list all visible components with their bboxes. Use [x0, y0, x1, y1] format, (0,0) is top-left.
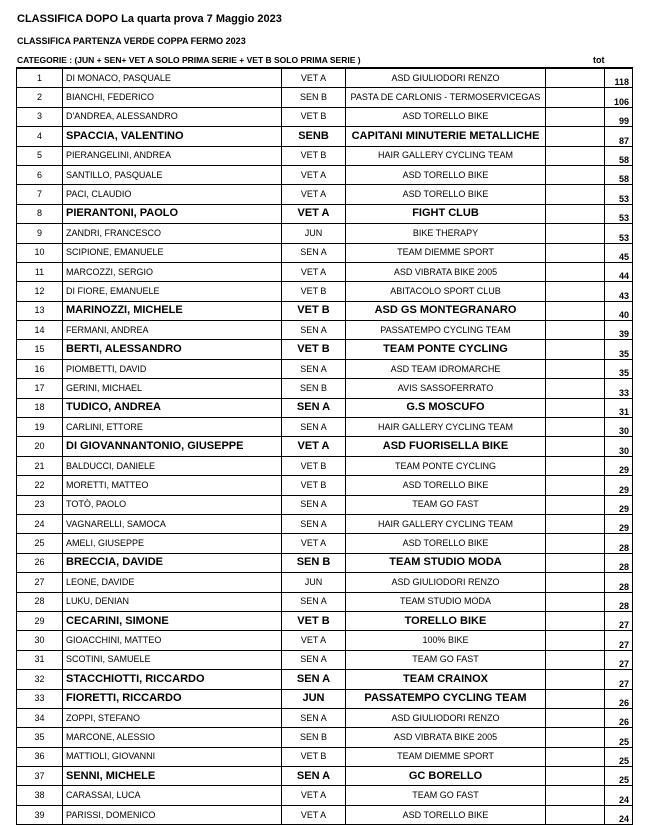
team-cell: ASD TORELLO BIKE: [346, 805, 546, 824]
category-cell: JUN: [282, 573, 346, 592]
spacer-cell: [546, 418, 605, 437]
position-cell: 32: [17, 670, 63, 689]
points-cell: 28: [605, 553, 633, 572]
rider-name-cell: MATTIOLI, GIOVANNI: [63, 747, 282, 766]
team-cell: TEAM PONTE CYCLING: [346, 340, 546, 359]
points-cell: 25: [605, 747, 633, 766]
position-cell: 29: [17, 611, 63, 630]
spacer-cell: [546, 243, 605, 262]
team-cell: TEAM GO FAST: [346, 495, 546, 514]
points-cell: 43: [605, 282, 633, 301]
position-cell: 27: [17, 573, 63, 592]
position-cell: 13: [17, 301, 63, 320]
points-cell: 40: [605, 301, 633, 320]
table-row: [17, 728, 633, 747]
spacer-cell: [546, 708, 605, 727]
category-cell: VET A: [282, 805, 346, 824]
position-cell: 10: [17, 243, 63, 262]
position-cell: 9: [17, 224, 63, 243]
rider-name-cell: BERTI, ALESSANDRO: [63, 340, 282, 359]
category-cell: SEN A: [282, 767, 346, 786]
rider-name-cell: LEONE, DAVIDE: [63, 573, 282, 592]
points-cell: 29: [605, 495, 633, 514]
spacer-cell: [546, 165, 605, 184]
position-cell: 38: [17, 786, 63, 805]
spacer-cell: [546, 476, 605, 495]
spacer-cell: [546, 282, 605, 301]
rider-name-cell: BRECCIA, DAVIDE: [63, 553, 282, 572]
category-cell: VET B: [282, 611, 346, 630]
table-row: [17, 127, 633, 146]
position-cell: 24: [17, 514, 63, 533]
table-row: [17, 767, 633, 786]
position-cell: 17: [17, 379, 63, 398]
points-cell: 29: [605, 456, 633, 475]
spacer-cell: [546, 204, 605, 223]
table-row: [17, 262, 633, 281]
table-row: [17, 495, 633, 514]
position-cell: 37: [17, 767, 63, 786]
team-cell: ASD VIBRATA BIKE 2005: [346, 728, 546, 747]
category-cell: VET A: [282, 262, 346, 281]
points-cell: 58: [605, 165, 633, 184]
rider-name-cell: PACI, CLAUDIO: [63, 185, 282, 204]
team-cell: TEAM DIEMME SPORT: [346, 243, 546, 262]
position-cell: 8: [17, 204, 63, 223]
team-cell: ASD VIBRATA BIKE 2005: [346, 262, 546, 281]
spacer-cell: [546, 786, 605, 805]
category-cell: VET A: [282, 786, 346, 805]
spacer-cell: [546, 379, 605, 398]
points-cell: 118: [605, 68, 633, 88]
category-cell: SEN A: [282, 359, 346, 378]
points-cell: 30: [605, 437, 633, 456]
rider-name-cell: MARCONE, ALESSIO: [63, 728, 282, 747]
rider-name-cell: MARCOZZI, SERGIO: [63, 262, 282, 281]
spacer-cell: [546, 534, 605, 553]
position-cell: 3: [17, 107, 63, 126]
position-cell: 35: [17, 728, 63, 747]
rider-name-cell: LUKU, DENIAN: [63, 592, 282, 611]
position-cell: 5: [17, 146, 63, 165]
table-row: [17, 689, 633, 708]
points-cell: 27: [605, 650, 633, 669]
category-cell: VET A: [282, 534, 346, 553]
category-cell: VET A: [282, 437, 346, 456]
category-cell: VET A: [282, 185, 346, 204]
category-cell: SEN A: [282, 243, 346, 262]
spacer-cell: [546, 631, 605, 650]
team-cell: TEAM PONTE CYCLING: [346, 456, 546, 475]
team-cell: ASD GS MONTEGRANARO: [346, 301, 546, 320]
page-title: CLASSIFICA DOPO La quarta prova 7 Maggio 2023: [17, 13, 282, 25]
rider-name-cell: CECARINI, SIMONE: [63, 611, 282, 630]
category-cell: SEN A: [282, 514, 346, 533]
rider-name-cell: SCOTINI, SAMUELE: [63, 650, 282, 669]
spacer-cell: [546, 301, 605, 320]
points-cell: 27: [605, 611, 633, 630]
rider-name-cell: BALDUCCI, DANIELE: [63, 456, 282, 475]
category-cell: VET B: [282, 107, 346, 126]
rider-name-cell: PARISSI, DOMENICO: [63, 805, 282, 824]
spacer-cell: [546, 728, 605, 747]
position-cell: 31: [17, 650, 63, 669]
spacer-cell: [546, 68, 605, 88]
position-cell: 26: [17, 553, 63, 572]
position-cell: 14: [17, 321, 63, 340]
team-cell: 100% BIKE: [346, 631, 546, 650]
spacer-cell: [546, 146, 605, 165]
category-cell: JUN: [282, 224, 346, 243]
rider-name-cell: FERMANI, ANDREA: [63, 321, 282, 340]
position-cell: 33: [17, 689, 63, 708]
rider-name-cell: ZANDRI, FRANCESCO: [63, 224, 282, 243]
rider-name-cell: DI FIORE, EMANUELE: [63, 282, 282, 301]
points-cell: 99: [605, 107, 633, 126]
points-cell: 28: [605, 534, 633, 553]
category-cell: VET B: [282, 476, 346, 495]
table-row: [17, 573, 633, 592]
table-row: [17, 476, 633, 495]
rider-name-cell: DI MONACO, PASQUALE: [63, 68, 282, 88]
points-cell: 35: [605, 359, 633, 378]
table-row: [17, 204, 633, 223]
points-cell: 53: [605, 204, 633, 223]
table-row: [17, 243, 633, 262]
position-cell: 30: [17, 631, 63, 650]
team-cell: TEAM GO FAST: [346, 650, 546, 669]
position-cell: 15: [17, 340, 63, 359]
table-row: [17, 786, 633, 805]
table-row: [17, 282, 633, 301]
spacer-cell: [546, 670, 605, 689]
rider-name-cell: VAGNARELLI, SAMOCA: [63, 514, 282, 533]
points-cell: 25: [605, 767, 633, 786]
position-cell: 39: [17, 805, 63, 824]
position-cell: 25: [17, 534, 63, 553]
spacer-cell: [546, 553, 605, 572]
rider-name-cell: PIOMBETTI, DAVID: [63, 359, 282, 378]
points-cell: 33: [605, 379, 633, 398]
position-cell: 11: [17, 262, 63, 281]
spacer-cell: [546, 185, 605, 204]
category-cell: SENB: [282, 127, 346, 146]
rider-name-cell: GIOACCHINI, MATTEO: [63, 631, 282, 650]
points-cell: 39: [605, 321, 633, 340]
table-row: [17, 418, 633, 437]
points-cell: 106: [605, 88, 633, 107]
position-cell: 19: [17, 418, 63, 437]
points-cell: 53: [605, 185, 633, 204]
points-cell: 24: [605, 786, 633, 805]
points-cell: 30: [605, 418, 633, 437]
spacer-cell: [546, 611, 605, 630]
position-cell: 1: [17, 68, 63, 88]
table-row: [17, 708, 633, 727]
rider-name-cell: MORETTI, MATTEO: [63, 476, 282, 495]
rider-name-cell: PIERANGELINI, ANDREA: [63, 146, 282, 165]
points-cell: 26: [605, 689, 633, 708]
rider-name-cell: PIERANTONI, PAOLO: [63, 204, 282, 223]
position-cell: 18: [17, 398, 63, 417]
spacer-cell: [546, 573, 605, 592]
table-row: [17, 534, 633, 553]
rider-name-cell: ZOPPI, STEFANO: [63, 708, 282, 727]
team-cell: FIGHT CLUB: [346, 204, 546, 223]
points-cell: 44: [605, 262, 633, 281]
points-cell: 25: [605, 728, 633, 747]
position-cell: 6: [17, 165, 63, 184]
team-cell: PASSATEMPO CYCLING TEAM: [346, 689, 546, 708]
rider-name-cell: STACCHIOTTI, RICCARDO: [63, 670, 282, 689]
position-cell: 2: [17, 88, 63, 107]
category-cell: SEN B: [282, 88, 346, 107]
points-cell: 31: [605, 398, 633, 417]
team-cell: BIKE THERAPY: [346, 224, 546, 243]
table-row: [17, 650, 633, 669]
table-row: [17, 301, 633, 320]
category-cell: SEN A: [282, 495, 346, 514]
team-cell: HAIR GALLERY CYCLING TEAM: [346, 146, 546, 165]
points-cell: 29: [605, 514, 633, 533]
category-cell: VET B: [282, 282, 346, 301]
spacer-cell: [546, 224, 605, 243]
table-row: [17, 670, 633, 689]
team-cell: ASD FUORISELLA BIKE: [346, 437, 546, 456]
team-cell: HAIR GALLERY CYCLING TEAM: [346, 418, 546, 437]
category-cell: VET B: [282, 340, 346, 359]
team-cell: TORELLO BIKE: [346, 611, 546, 630]
category-cell: SEN A: [282, 321, 346, 340]
position-cell: 36: [17, 747, 63, 766]
points-cell: 27: [605, 670, 633, 689]
categories-note: CATEGORIE : (JUN + SEN+ VET A SOLO PRIMA SERIE + VET B SOLO PRIMA SERIE ): [17, 55, 361, 65]
position-cell: 23: [17, 495, 63, 514]
spacer-cell: [546, 592, 605, 611]
table-row: [17, 185, 633, 204]
rider-name-cell: SPACCIA, VALENTINO: [63, 127, 282, 146]
team-cell: TEAM STUDIO MODA: [346, 592, 546, 611]
rider-name-cell: CARASSAI, LUCA: [63, 786, 282, 805]
spacer-cell: [546, 767, 605, 786]
team-cell: TEAM GO FAST: [346, 786, 546, 805]
spacer-cell: [546, 805, 605, 824]
team-cell: PASSATEMPO CYCLING TEAM: [346, 321, 546, 340]
category-cell: VET B: [282, 456, 346, 475]
tot-column-header: tot: [593, 55, 605, 65]
team-cell: G.S MOSCUFO: [346, 398, 546, 417]
table-row: [17, 146, 633, 165]
points-cell: 35: [605, 340, 633, 359]
table-row: [17, 165, 633, 184]
spacer-cell: [546, 456, 605, 475]
table-row: [17, 340, 633, 359]
points-cell: 87: [605, 127, 633, 146]
team-cell: TEAM STUDIO MODA: [346, 553, 546, 572]
spacer-cell: [546, 398, 605, 417]
category-cell: SEN A: [282, 592, 346, 611]
category-cell: VET A: [282, 204, 346, 223]
team-cell: ASD TORELLO BIKE: [346, 476, 546, 495]
category-cell: VET A: [282, 68, 346, 88]
points-cell: 58: [605, 146, 633, 165]
spacer-cell: [546, 262, 605, 281]
category-cell: VET B: [282, 146, 346, 165]
spacer-cell: [546, 340, 605, 359]
rider-name-cell: SCIPIONE, EMANUELE: [63, 243, 282, 262]
table-row: [17, 398, 633, 417]
team-cell: ABITACOLO SPORT CLUB: [346, 282, 546, 301]
points-cell: 27: [605, 631, 633, 650]
position-cell: 22: [17, 476, 63, 495]
position-cell: 20: [17, 437, 63, 456]
table-row: [17, 456, 633, 475]
rider-name-cell: SENNI, MICHELE: [63, 767, 282, 786]
position-cell: 16: [17, 359, 63, 378]
category-cell: JUN: [282, 689, 346, 708]
table-row: [17, 514, 633, 533]
table-row: [17, 359, 633, 378]
spacer-cell: [546, 321, 605, 340]
points-cell: 53: [605, 224, 633, 243]
category-cell: SEN B: [282, 728, 346, 747]
spacer-cell: [546, 437, 605, 456]
team-cell: ASD GIULIODORI RENZO: [346, 68, 546, 88]
table-row: [17, 107, 633, 126]
category-cell: SEN A: [282, 670, 346, 689]
table-row: [17, 553, 633, 572]
category-cell: SEN A: [282, 708, 346, 727]
spacer-cell: [546, 107, 605, 126]
table-row: [17, 68, 633, 88]
ranking-table-body: [17, 68, 633, 825]
table-row: [17, 88, 633, 107]
team-cell: CAPITANI MINUTERIE METALLICHE: [346, 127, 546, 146]
spacer-cell: [546, 747, 605, 766]
table-row: [17, 592, 633, 611]
position-cell: 21: [17, 456, 63, 475]
position-cell: 7: [17, 185, 63, 204]
team-cell: ASD TEAM IDROMARCHE: [346, 359, 546, 378]
team-cell: HAIR GALLERY CYCLING TEAM: [346, 514, 546, 533]
category-cell: SEN B: [282, 553, 346, 572]
team-cell: ASD TORELLO BIKE: [346, 185, 546, 204]
points-cell: 28: [605, 573, 633, 592]
team-cell: AVIS SASSOFERRATO: [346, 379, 546, 398]
table-row: [17, 379, 633, 398]
points-cell: 26: [605, 708, 633, 727]
team-cell: ASD GIULIODORI RENZO: [346, 573, 546, 592]
category-cell: VET B: [282, 301, 346, 320]
category-cell: VET B: [282, 747, 346, 766]
team-cell: ASD TORELLO BIKE: [346, 107, 546, 126]
points-cell: 45: [605, 243, 633, 262]
team-cell: TEAM CRAINOX: [346, 670, 546, 689]
team-cell: GC BORELLO: [346, 767, 546, 786]
points-cell: 28: [605, 592, 633, 611]
rider-name-cell: FIORETTI, RICCARDO: [63, 689, 282, 708]
spacer-cell: [546, 689, 605, 708]
table-row: [17, 631, 633, 650]
table-row: [17, 321, 633, 340]
rider-name-cell: GERINI, MICHAEL: [63, 379, 282, 398]
rider-name-cell: TOTÒ, PAOLO: [63, 495, 282, 514]
category-cell: VET A: [282, 165, 346, 184]
position-cell: 28: [17, 592, 63, 611]
category-cell: SEN A: [282, 650, 346, 669]
team-cell: ASD TORELLO BIKE: [346, 534, 546, 553]
position-cell: 34: [17, 708, 63, 727]
rider-name-cell: BIANCHI, FEDERICO: [63, 88, 282, 107]
page-subtitle: CLASSIFICA PARTENZA VERDE COPPA FERMO 2023: [17, 36, 246, 46]
category-cell: SEN B: [282, 379, 346, 398]
points-cell: 29: [605, 476, 633, 495]
position-cell: 4: [17, 127, 63, 146]
rider-name-cell: DI GIOVANNANTONIO, GIUSEPPE: [63, 437, 282, 456]
category-cell: VET A: [282, 631, 346, 650]
points-cell: 24: [605, 805, 633, 824]
team-cell: TEAM DIEMME SPORT: [346, 747, 546, 766]
spacer-cell: [546, 650, 605, 669]
rider-name-cell: CARLINI, ETTORE: [63, 418, 282, 437]
team-cell: ASD TORELLO BIKE: [346, 165, 546, 184]
spacer-cell: [546, 127, 605, 146]
team-cell: PASTA DE CARLONIS - TERMOSERVICEGAS: [346, 88, 546, 107]
table-row: [17, 611, 633, 630]
category-cell: SEN A: [282, 398, 346, 417]
rider-name-cell: D'ANDREA, ALESSANDRO: [63, 107, 282, 126]
table-row: [17, 224, 633, 243]
table-row: [17, 437, 633, 456]
spacer-cell: [546, 88, 605, 107]
table-row: [17, 805, 633, 824]
rider-name-cell: SANTILLO, PASQUALE: [63, 165, 282, 184]
table-row: [17, 747, 633, 766]
position-cell: 12: [17, 282, 63, 301]
spacer-cell: [546, 359, 605, 378]
rider-name-cell: AMELI, GIUSEPPE: [63, 534, 282, 553]
rider-name-cell: MARINOZZI, MICHELE: [63, 301, 282, 320]
rider-name-cell: TUDICO, ANDREA: [63, 398, 282, 417]
category-cell: SEN A: [282, 418, 346, 437]
team-cell: ASD GIULIODORI RENZO: [346, 708, 546, 727]
spacer-cell: [546, 495, 605, 514]
spacer-cell: [546, 514, 605, 533]
ranking-table: [16, 67, 633, 825]
